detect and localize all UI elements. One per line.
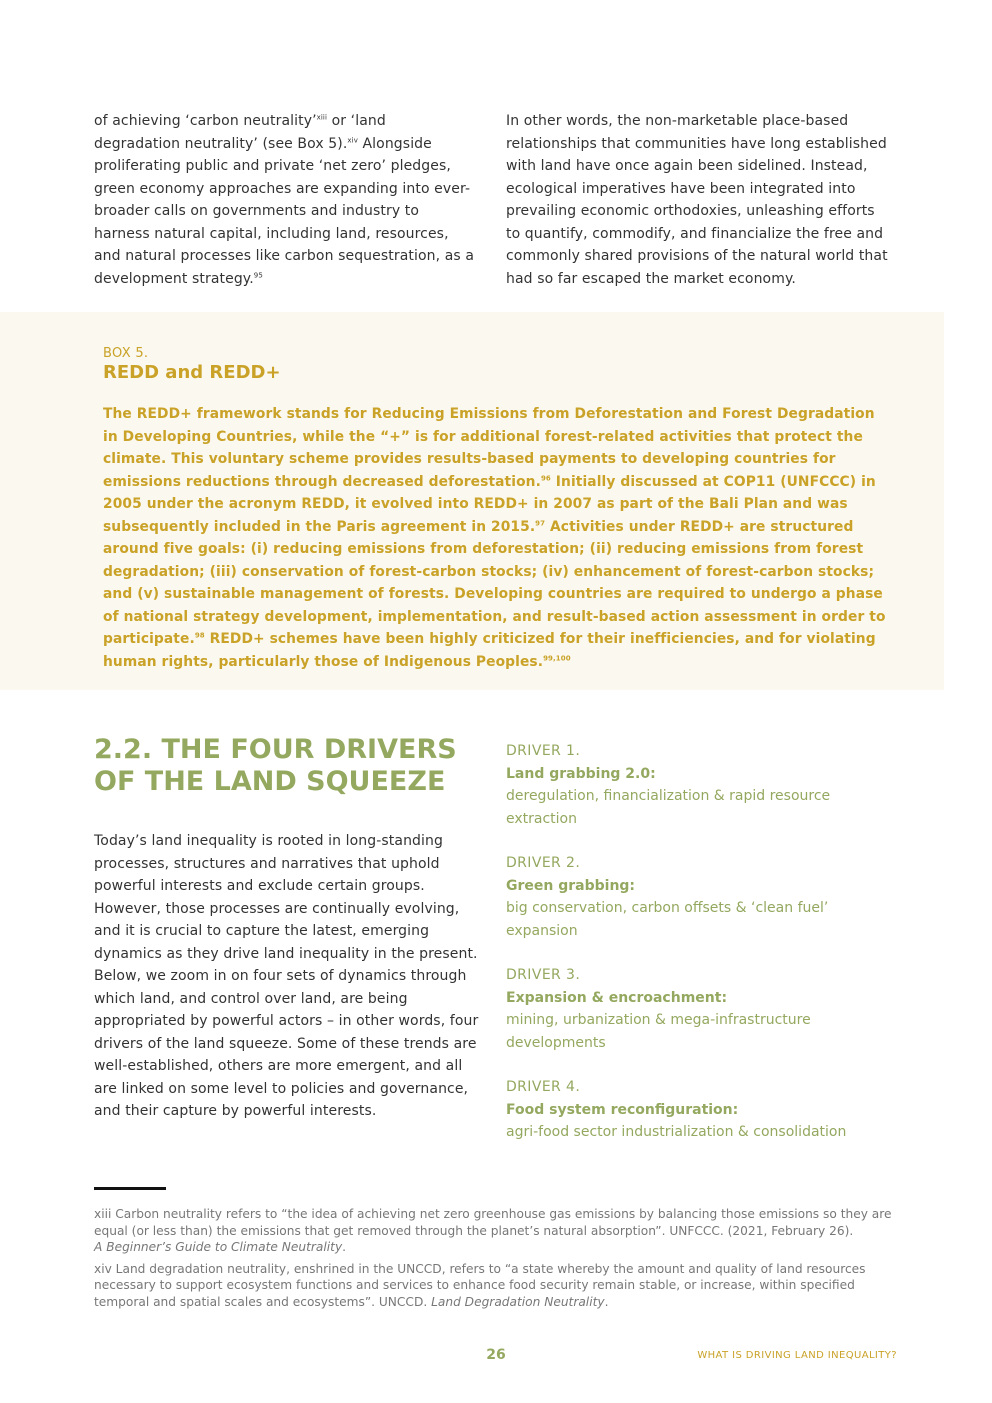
endnote-ref-97[interactable]: 97	[535, 518, 546, 527]
driver-title: Food system reconfiguration:	[506, 1101, 739, 1118]
footnotes	[94, 1206, 900, 1315]
box-text-4: REDD+ schemes have been highly criticized for their inefficiencies, and for violating human rights, particularly those of Indigenous Peoples.	[103, 631, 876, 670]
intro-left-paragraph	[94, 110, 474, 290]
driver-number: DRIVER 4.	[506, 1079, 581, 1095]
box-title: REDD and REDD+	[103, 362, 281, 383]
footnote-divider	[94, 1187, 166, 1190]
intro-right-column	[506, 110, 890, 290]
box-label: BOX 5.	[103, 346, 149, 361]
footnote-ref-xiv[interactable]: xiv	[347, 135, 358, 144]
intro-left-text-a: of achieving ‘carbon neutrality’	[94, 113, 317, 129]
driver-item-1	[506, 740, 896, 830]
endnote-ref-99-100[interactable]: 99,100	[543, 653, 571, 662]
footnote-xiii-text: xiii Carbon neutrality refers to “the idea of achieving net zero greenhouse gas emissions by balancing those emissions so they are equal (or less than) the emissions that get removed through the planet’s natural absorption”. UNFCCC. (2021, February 26).	[94, 1207, 892, 1238]
footnote-xiv-text: xiv Land degradation neutrality, enshrined in the UNCCD, refers to “a state whereby the amount and quality of land resources necessary to support ecosystem functions and services to enhance food security remain stable, or increase, within specified temporal and spatial scales and ecosystems”. UNCCD.	[94, 1261, 866, 1309]
driver-number: DRIVER 2.	[506, 855, 581, 871]
driver-number: DRIVER 3.	[506, 967, 581, 983]
footnote-xiii-end: .	[342, 1240, 347, 1254]
footnote-xiii	[94, 1206, 900, 1256]
page-number: 26	[486, 1347, 506, 1363]
endnote-ref-98[interactable]: 98	[194, 631, 205, 640]
footnote-xiv-reference: Land Degradation Neutrality	[431, 1294, 605, 1309]
intro-right-paragraph: In other words, the non-marketable place-based relationships that communities have long established with land have once again been sidelined. Instead, ecological imperatives have been integrated into prevailing economic orthodoxies, unleashing efforts to quantify, commodify, and financialize the free and commonly shared provisions of the natural world that had so far escaped the market economy.	[506, 113, 888, 287]
driver-item-4	[506, 1076, 896, 1144]
section-paragraph: Today’s land inequality is rooted in long-standing processes, structures and narratives that uphold powerful interests and exclude certain groups. However, those processes are continually evolving, and it is crucial to capture the latest, emerging dynamics as they drive land inequality in the present. Below, we zoom in on four sets of dynamics through which land, and control over land, are being appropriated by powerful actors – in other words, four drivers of the land squeeze. Some of these trends are well-established, others are more emergent, and all are linked on some level to policies and governance, and their capture by powerful interests.	[94, 833, 479, 1119]
running-head: WHAT IS DRIVING LAND INEQUALITY?	[697, 1350, 897, 1361]
driver-title: Expansion & encroachment:	[506, 989, 728, 1006]
box-5-content	[103, 346, 893, 673]
section-heading	[94, 734, 494, 798]
footnote-xiv	[94, 1261, 900, 1311]
intro-left-text-c: Alongside proliferating public and private ‘net zero’ pledges, green economy approaches are expanding into ever-broader calls on governments and industry to harness natural capital, including land, resources, and natural processes like carbon sequestration, as a development strategy.	[94, 135, 475, 287]
footnote-xiii-reference: A Beginner’s Guide to Climate Neutrality	[94, 1240, 343, 1254]
footnote-xiv-end: .	[604, 1294, 609, 1309]
endnote-ref-95[interactable]: 95	[253, 270, 263, 279]
box-body	[103, 403, 893, 673]
section-heading-line-2: OF THE LAND SQUEEZE	[94, 766, 446, 797]
driver-description: big conservation, carbon offsets & ‘clean fuel’ expansion	[506, 900, 829, 939]
footnote-ref-xiii[interactable]: xiii	[316, 113, 328, 122]
driver-title: Green grabbing:	[506, 877, 636, 894]
box-5-panel	[0, 312, 944, 690]
driver-number: DRIVER 1.	[506, 743, 581, 759]
driver-description: mining, urbanization & mega-infrastructure developments	[506, 1012, 811, 1051]
driver-description: agri-food sector industrialization & consolidation	[506, 1124, 847, 1140]
intro-left-text-b: or ‘land degradation neutrality’ (see Box 5).	[94, 113, 386, 152]
box-text-2: Initially discussed at COP11 (UNFCCC) in 2005 under the acronym REDD, it evolved into REDD+ in 2007 as part of the Bali Plan and was subsequently included in the Paris agreement in 2015.	[103, 473, 876, 535]
driver-item-2	[506, 852, 896, 942]
driver-item-3	[506, 964, 896, 1054]
intro-left-column	[94, 110, 474, 290]
driver-description: deregulation, financialization & rapid resource extraction	[506, 788, 831, 827]
section-body	[94, 830, 482, 1123]
box-text-1: The REDD+ framework stands for Reducing Emissions from Deforestation and Forest Degradation in Developing Countries, while the “+” is for additional forest-related activities that protect the climate. This voluntary scheme provides results-based payments to developing countries for emissions reductions through decreased deforestation.	[103, 406, 875, 490]
endnote-ref-96[interactable]: 96	[540, 473, 551, 482]
section-heading-line-1: 2.2. THE FOUR DRIVERS	[94, 734, 457, 765]
box-text-3: Activities under REDD+ are structured around five goals: (i) reducing emissions from deforestation; (ii) reducing emissions from forest degradation; (iii) conservation of forest-carbon stocks; (iv) enhancement of forest-carbon stocks; and (v) sustainable management of forests. Developing countries are required to undergo a phase of national strategy development, implementation, and result-based action assessment in order to participate.	[103, 518, 886, 647]
drivers-list	[506, 740, 896, 1166]
driver-title: Land grabbing 2.0:	[506, 765, 656, 782]
